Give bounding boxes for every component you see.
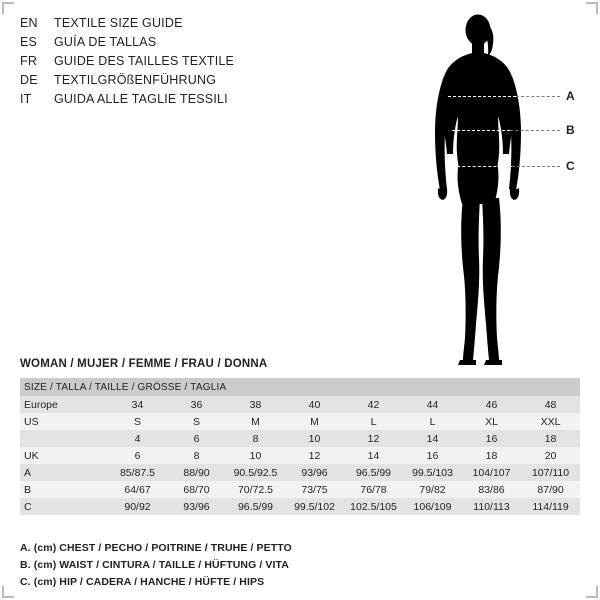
language-title: GUIDE DES TAILLES TEXTILE [54,54,235,68]
language-code: IT [20,92,32,106]
table-cell: 83/86 [462,481,521,498]
language-title: TEXTILGRÖßENFÜHRUNG [54,73,217,87]
language-row [20,35,350,54]
female-silhouette-icon [400,8,590,368]
table-cell: 6 [167,430,226,447]
table-row [20,464,580,481]
row-label: US [20,413,108,430]
table-cell: M [285,413,344,430]
legend-line-a: A. (cm) CHEST / PECHO / POITRINE / TRUHE / PETTO [20,542,292,554]
measure-label-c: C [566,159,575,173]
table-cell: 96.5/99 [344,464,403,481]
table-cell: 70/72.5 [226,481,285,498]
table-cell: 85/87.5 [108,464,167,481]
table-cell: 93/96 [167,498,226,515]
table-cell: 36 [167,396,226,413]
waist-measure-line [452,130,510,131]
table-cell: 18 [521,430,580,447]
language-code: DE [20,73,38,87]
chest-measure-line [448,96,516,97]
legend-line-c: C. (cm) HIP / CADERA / HANCHE / HÜFTE / HIPS [20,576,265,588]
table-row [20,430,580,447]
language-title: GUÍA DE TALLAS [54,35,157,49]
table-cell: 76/78 [344,481,403,498]
table-cell: 90/92 [108,498,167,515]
table-cell: 14 [403,430,462,447]
language-code: EN [20,16,38,30]
chest-lead-line [516,96,560,97]
woman-section-caption: WOMAN / MUJER / FEMME / FRAU / DONNA [20,358,268,370]
table-cell: 34 [108,396,167,413]
language-title: GUIDA ALLE TAGLIE TESSILI [54,92,228,106]
table-row [20,413,580,430]
table-cell: XL [462,413,521,430]
table-cell: 6 [108,447,167,464]
measure-label-b: B [566,123,575,137]
table-cell: 79/82 [403,481,462,498]
table-cell: 42 [344,396,403,413]
table-cell: 10 [226,447,285,464]
table-row [20,396,580,413]
table-cell: 44 [403,396,462,413]
table-header-row [20,378,580,396]
table-cell: 96.5/99 [226,498,285,515]
table-cell: 73/75 [285,481,344,498]
table-cell: 14 [344,447,403,464]
table-cell: 107/110 [521,464,580,481]
table-cell: 93/96 [285,464,344,481]
table-cell: 99.5/102 [285,498,344,515]
table-row [20,447,580,464]
table-cell: 114/119 [521,498,580,515]
table-cell: 104/107 [462,464,521,481]
table-cell: 20 [521,447,580,464]
table-row [20,481,580,498]
table-cell: 16 [403,447,462,464]
table-cell: 48 [521,396,580,413]
row-label: C [20,498,108,515]
waist-lead-line [510,130,560,131]
table-cell: 88/90 [167,464,226,481]
figure-area [400,8,590,368]
table-cell: 8 [226,430,285,447]
table-cell: 16 [462,430,521,447]
table-cell: 110/113 [462,498,521,515]
language-row [20,16,350,35]
table-cell: 102.5/105 [344,498,403,515]
row-label [20,430,108,447]
size-table [20,378,580,515]
table-cell: 4 [108,430,167,447]
table-cell: 38 [226,396,285,413]
hip-lead-line [512,166,560,167]
row-label: UK [20,447,108,464]
table-cell: M [226,413,285,430]
hip-measure-line [452,166,512,167]
table-cell: 106/109 [403,498,462,515]
table-cell: 12 [285,447,344,464]
table-cell: XXL [521,413,580,430]
corner-mark-top-left [2,2,14,14]
table-cell: 40 [285,396,344,413]
table-cell: 87/90 [521,481,580,498]
measure-label-a: A [566,89,575,103]
language-title: TEXTILE SIZE GUIDE [54,16,183,30]
language-row [20,54,350,73]
table-cell: 68/70 [167,481,226,498]
table-cell: 99.5/103 [403,464,462,481]
language-row [20,73,350,92]
table-header-label: SIZE / TALLA / TAILLE / GRÖSSE / TAGLIA [20,378,580,396]
table-row [20,498,580,515]
language-code: ES [20,35,38,49]
language-code: FR [20,54,38,68]
table-cell: 10 [285,430,344,447]
language-title-block [20,16,350,111]
table-cell: S [108,413,167,430]
language-row [20,92,350,111]
table-cell: S [167,413,226,430]
corner-mark-bottom-left [2,586,14,598]
size-table-wrapper [20,378,580,515]
row-label: Europe [20,396,108,413]
row-label: B [20,481,108,498]
legend-line-b: B. (cm) WAIST / CINTURA / TAILLE / HÜFTUNG / VITA [20,559,289,571]
table-cell: L [344,413,403,430]
table-cell: 90.5/92.5 [226,464,285,481]
table-cell: 46 [462,396,521,413]
table-cell: 8 [167,447,226,464]
corner-mark-bottom-right [586,586,598,598]
table-cell: 18 [462,447,521,464]
row-label: A [20,464,108,481]
table-cell: 12 [344,430,403,447]
table-cell: L [403,413,462,430]
measurement-legend [20,540,580,591]
table-cell: 64/67 [108,481,167,498]
